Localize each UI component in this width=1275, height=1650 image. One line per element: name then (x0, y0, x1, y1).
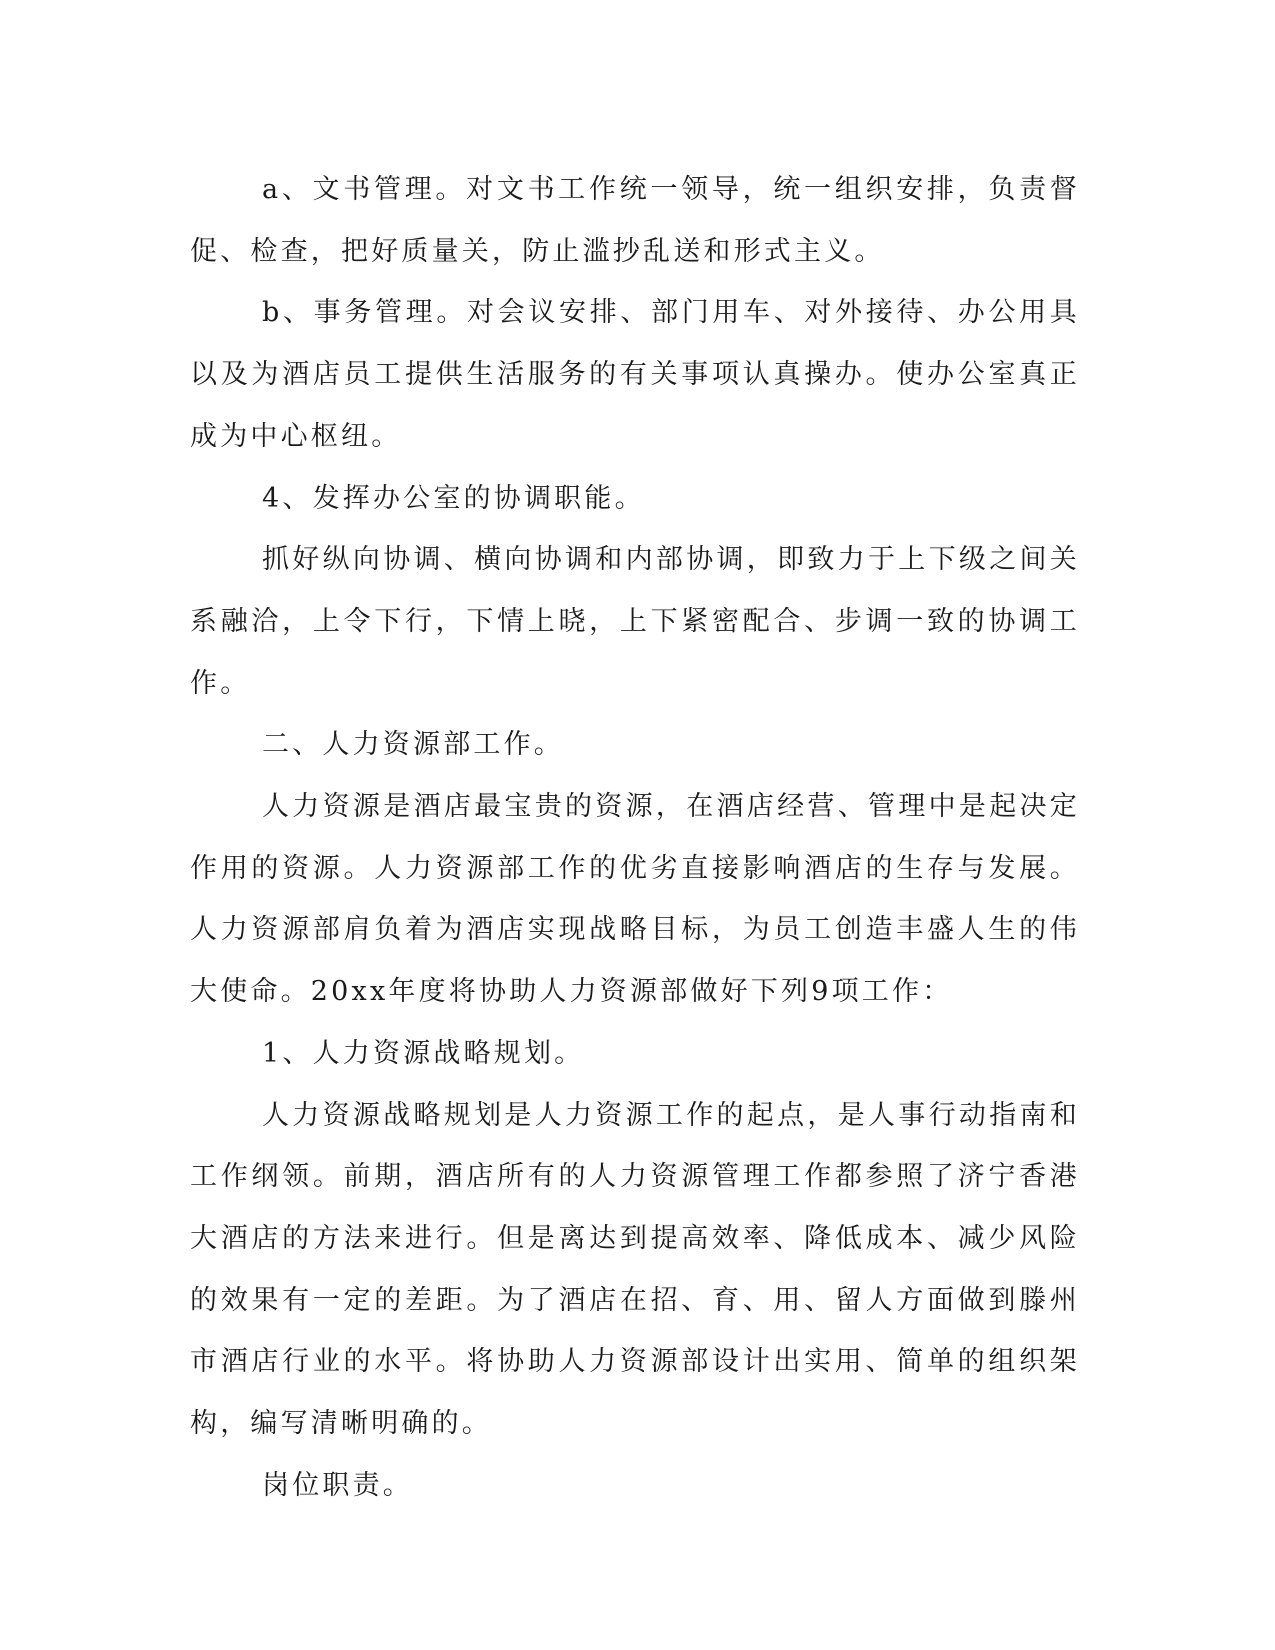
paragraph-coordination-heading: 4、发挥办公室的协调职能。 (262, 482, 645, 514)
paragraph-job-duties: 岗位职责。 (262, 1469, 413, 1501)
paragraph-coordination-body: 抓好纵向协调、横向协调和内部协调，即致力于上下级之间关系融洽，上令下行，下情上晓，上下紧密配合、步调一致的协调工作。 (190, 544, 1080, 699)
paragraph-hr-strategy-heading: 1、人力资源战略规划。 (262, 1037, 585, 1069)
paragraph-affairs-management: b、事务管理。对会议安排、部门用车、对外接待、办公用具以及为酒店员工提供生活服务的有关事项认真操办。使办公室真正成为中心枢纽。 (190, 297, 1080, 452)
document-body (190, 159, 1080, 1516)
paragraph-hr-strategy-body: 人力资源战略规划是人力资源工作的起点，是人事行动指南和工作纲领。前期，酒店所有的人力资源管理工作都参照了济宁香港大酒店的方法来进行。但是离达到提高效率、降低成本、减少风险的效果有一定的差距。为了酒店在招、育、用、留人方面做到滕州市酒店行业的水平。将协助人力资源部设计出实用、简单的组织架构，编写清晰明确的。 (190, 1099, 1080, 1440)
paragraph-document-management: a、文书管理。对文书工作统一领导，统一组织安排，负责督促、检查，把好质量关，防止滥抄乱送和形式主义。 (190, 174, 1080, 267)
section-heading-hr: 二、人力资源部工作。 (262, 729, 564, 761)
paragraph-hr-intro: 人力资源是酒店最宝贵的资源，在酒店经营、管理中是起决定作用的资源。人力资源部工作的优劣直接影响酒店的生存与发展。人力资源部肩负着为酒店实现战略目标，为员工创造丰盛人生的伟大使命。20xx年度将协助人力资源部做好下列9项工作： (190, 791, 1080, 1008)
